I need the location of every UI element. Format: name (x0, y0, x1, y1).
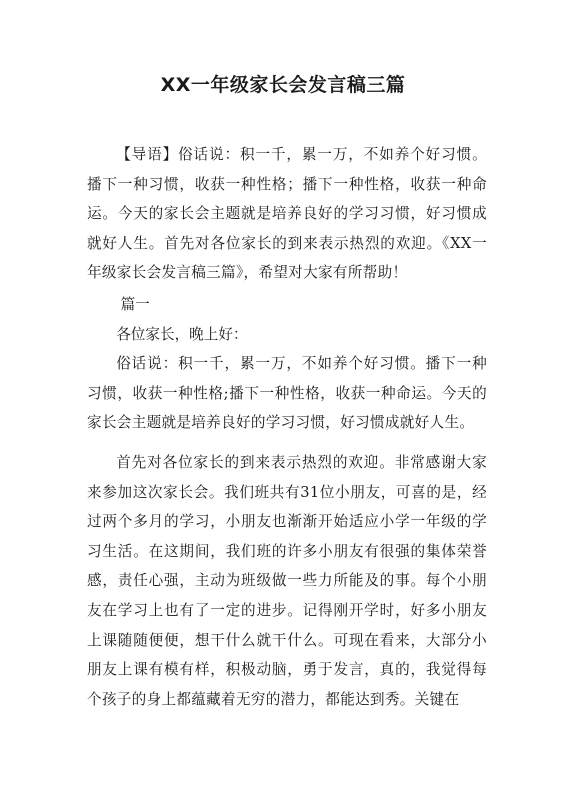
document-title: XX一年级家长会发言稿三篇 (160, 74, 406, 96)
salutation: 各位家长，晚上好： (116, 325, 248, 343)
document-body (87, 140, 487, 714)
body-paragraph: 俗话说：积一千，累一万，不如养个好习惯。播下一种习惯，收获一种性格;播下一种性格，收获一种命运。今天的家长会主题就是培养良好的学习习惯，好习惯成就好人生。 (87, 355, 487, 432)
section-label: 篇一 (120, 295, 150, 313)
intro-paragraph: 【导语】俗话说：积一千，累一万，不如养个好习惯。播下一种习惯，收获一种性格；播下一种性格，收获一种命运。今天的家长会主题就是培养良好的学习习惯，好习惯成就好人生。首先对各位家长的到来表示热烈的欢迎。《XX一年级家长会发言稿三篇》，希望对大家有所帮助！ (87, 146, 487, 282)
paragraph-gap (87, 438, 487, 448)
body-paragraph: 首先对各位家长的到来表示热烈的欢迎。非常感谢大家来参加这次家长会。我们班共有31位小朋友，可喜的是，经过两个多月的学习，小朋友也渐渐开始适应小学一年级的学习生活。在这期间，我们班的许多小朋友有很强的集体荣誉感，责任心强，主动为班级做一些力所能及的事。每个小朋友在学习上也有了一定的进步。记得刚开学时，好多小朋友上课随随便便，想干什么就干什么。可现在看来，大部分小朋友上课有模有样，积极动脑，勇于发言，真的，我觉得每个孩子的身上都蕴藏着无穷的潜力，都能达到秀。关键在 (87, 453, 487, 708)
